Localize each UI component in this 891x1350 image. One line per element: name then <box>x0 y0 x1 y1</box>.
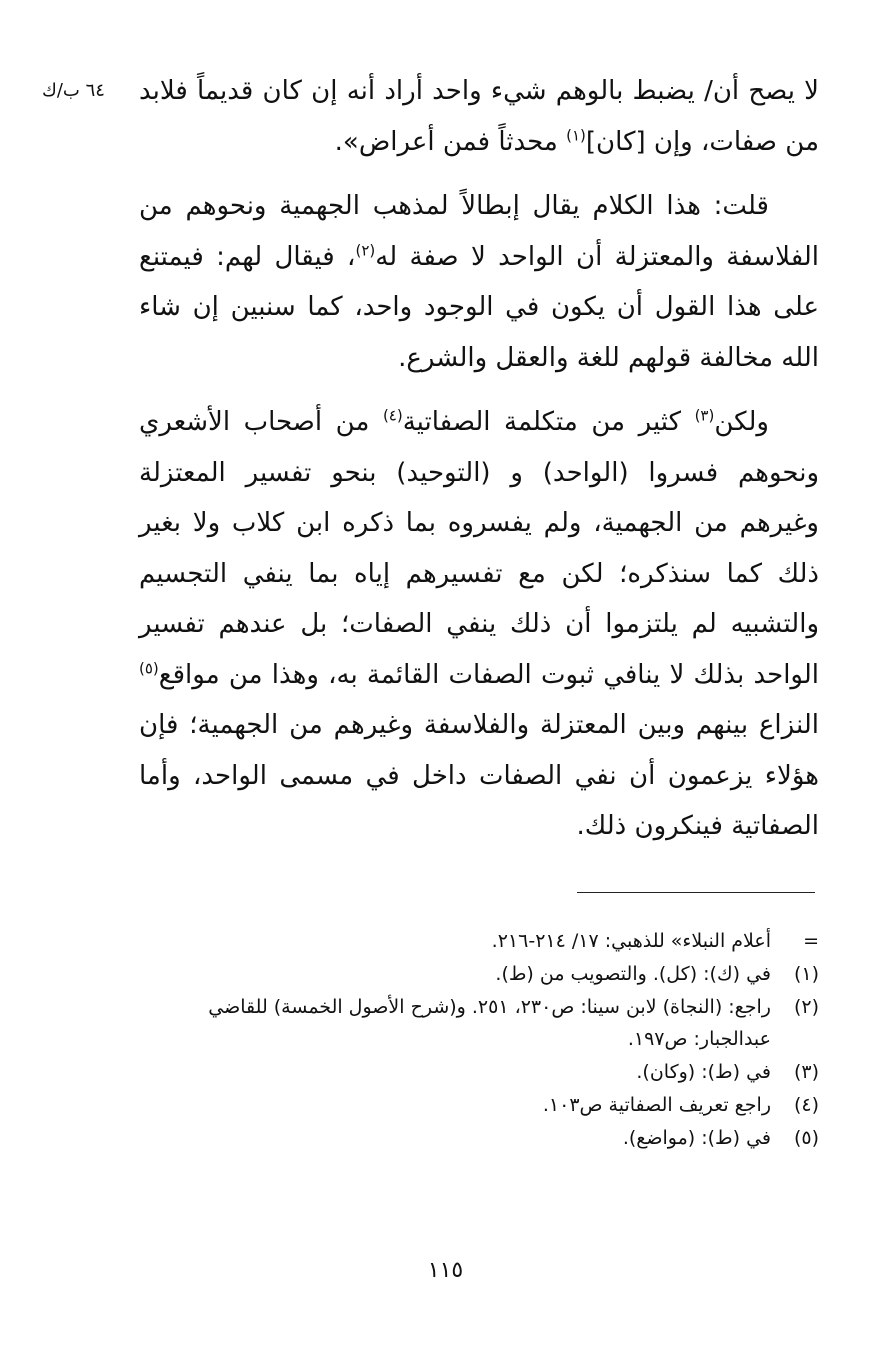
text-run: كثير من متكلمة الصفاتية <box>402 407 695 437</box>
footnote-separator <box>577 892 815 893</box>
footnote-number: (٣) <box>793 1061 819 1083</box>
paragraph-3 <box>139 397 819 852</box>
main-text <box>139 66 819 866</box>
footnote-continuation <box>129 925 819 957</box>
margin-folio-note: ٦٤ ب/ك <box>42 80 105 101</box>
paragraph-2 <box>139 181 819 383</box>
text-run: قلت: هذا الكلام يقال إبطالاً لمذهب الجهمية ونحوهم من الفلاسفة والمعتزلة أن الواحد لا صفة له <box>139 191 819 272</box>
footnote-1 <box>129 958 819 990</box>
text-run: لا يصح أن/ يضبط بالوهم شيء واحد أراد أنه إن كان قديماً فلابد من صفات، وإن [كان] <box>139 76 819 157</box>
footnote-ref-4[interactable]: (٤) <box>382 406 403 425</box>
footnote-ref-2[interactable]: (٢) <box>355 240 376 259</box>
footnote-text: في (ك): (كل). والتصويب من (ط). <box>495 963 771 985</box>
text-run: محدثاً فمن أعراض». <box>334 126 567 157</box>
footnote-text: راجع تعريف الصفاتية ص١٠٣. <box>542 1094 771 1116</box>
footnote-number: = <box>803 930 819 952</box>
footnotes <box>129 925 819 1155</box>
footnote-ref-5[interactable]: (٥) <box>139 658 159 677</box>
footnote-number: (١) <box>793 963 819 985</box>
footnote-ref-3[interactable]: (٣) <box>694 406 715 425</box>
footnote-text: في (ط): (مواضع). <box>622 1127 771 1149</box>
footnote-ref-1[interactable]: (١) <box>566 125 586 144</box>
footnote-4 <box>129 1089 819 1121</box>
text-run: ، فيقال لهم: فيمتنع على هذا القول أن يكون في الوجود واحد، كما سنبين إن شاء الله مخالفة قولهم للغة والعقل والشرع. <box>139 241 819 373</box>
footnote-text: في (ط): (وكان). <box>636 1061 771 1083</box>
footnote-3 <box>129 1056 819 1088</box>
text-run: النزاع بينهم وبين المعتزلة والفلاسفة وغيرهم من الجهمية؛ فإن هؤلاء يزعمون أن نفي الصفات داخل في مسمى الواحد، وأما الصفاتية فينكرون ذلك. <box>139 710 819 841</box>
footnote-number: (٢) <box>793 996 819 1018</box>
footnote-text: أعلام النبلاء» للذهبي: ١٧/ ٢١٤-٢١٦. <box>491 930 771 952</box>
text-run: من أصحاب الأشعري ونحوهم فسروا (الواحد) و (التوحيد) بنحو تفسير المعتزلة وغيرهم من الجهمية، ولم يفسروه بما ذكره ابن كلاب ولا بغير ذلك كما سنذكره؛ لكن مع تفسيرهم إياه بما ينفي التجسيم والتشبيه لم يلتزموا أن ذلك ينفي الصفات؛ بل عندهم تفسير الواحد بذلك لا ينافي ثبوت الصفات القائمة به، وهذا من مواقع <box>139 407 819 690</box>
footnote-number: (٥) <box>793 1127 819 1149</box>
footnote-2 <box>129 991 819 1055</box>
text-run: ولكن <box>714 407 769 437</box>
footnote-number: (٤) <box>793 1094 819 1116</box>
page-number: ١١٥ <box>427 1258 464 1283</box>
footnote-5 <box>129 1122 819 1154</box>
footnote-text: راجع: (النجاة) لابن سينا: ص٢٣٠، ٢٥١. و(شرح الأصول الخمسة) للقاضي عبدالجبار: ص١٩٧. <box>208 996 771 1050</box>
paragraph-1 <box>139 66 819 167</box>
